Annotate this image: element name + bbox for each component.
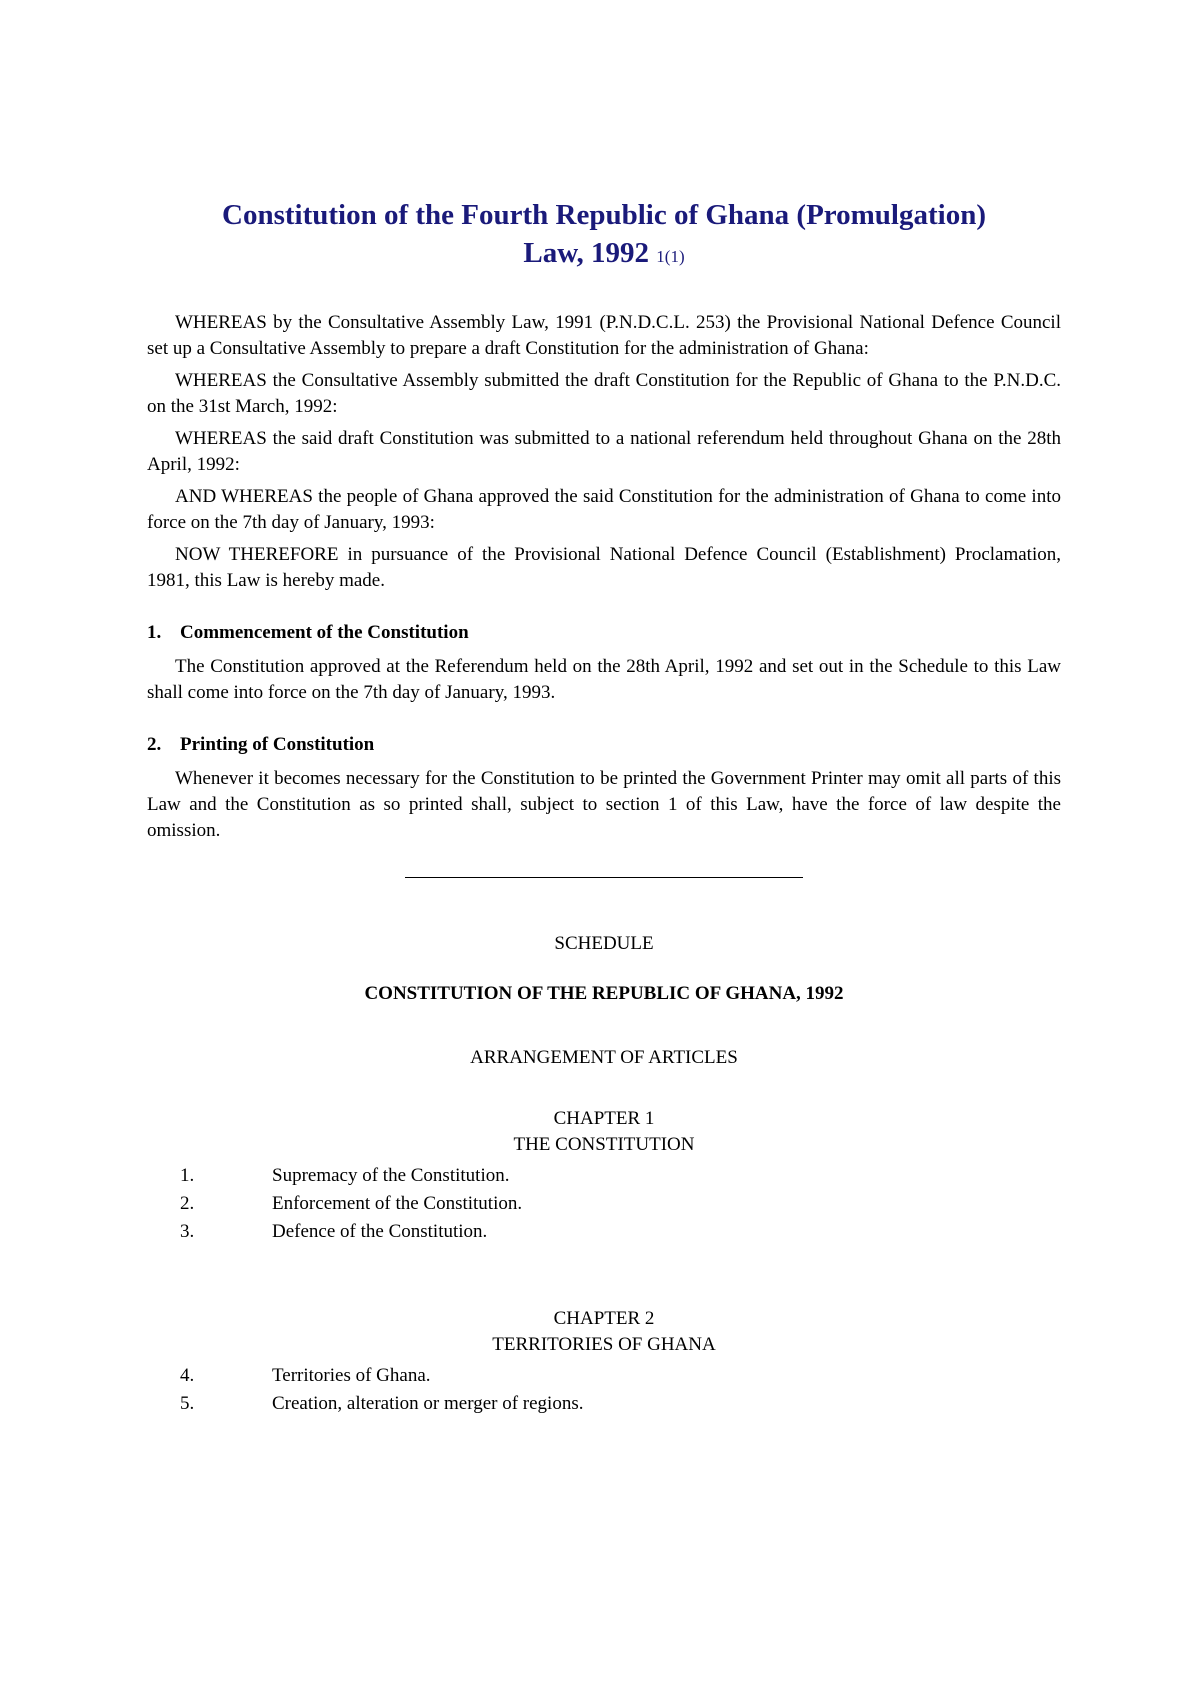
schedule-label: SCHEDULE (554, 933, 654, 954)
title-line-2: Law, 1992 (523, 237, 650, 269)
document-title (147, 196, 1061, 276)
title-line-1: Constitution of the Fourth Republic of Ghana (Promulgation) (222, 199, 986, 231)
horizontal-rule (405, 877, 803, 878)
preamble-paragraph: AND WHEREAS the people of Ghana approved the said Constitution for the administration of Ghana to come into force on the 7th day of January, 1993: (147, 486, 1061, 533)
article-item[interactable] (147, 1190, 1061, 1218)
preamble-paragraph: WHEREAS the Consultative Assembly submitted the draft Constitution for the Republic of Ghana to the P.N.D.C. on the 31st March, 1992: (147, 370, 1061, 417)
constitution-title: CONSTITUTION OF THE REPUBLIC OF GHANA, 1992 (364, 983, 844, 1004)
article-item[interactable] (147, 1362, 1061, 1390)
section-title: Commencement of the Constitution (180, 622, 469, 643)
title-footnote-ref[interactable]: 1(1) (656, 247, 685, 266)
section-title: Printing of Constitution (180, 734, 375, 755)
article-title: Creation, alteration or merger of regions. (272, 1393, 584, 1414)
article-list (147, 1362, 1061, 1418)
article-item[interactable] (147, 1218, 1061, 1246)
article-title: Defence of the Constitution. (272, 1221, 488, 1242)
article-number: 1. (180, 1165, 195, 1186)
chapter-name: THE CONSTITUTION (513, 1134, 695, 1155)
document-content (147, 196, 1061, 1418)
chapter-name: TERRITORIES OF GHANA (492, 1334, 716, 1355)
article-number: 2. (180, 1193, 195, 1214)
section-heading (147, 620, 1061, 646)
article-item[interactable] (147, 1390, 1061, 1418)
article-item[interactable] (147, 1162, 1061, 1190)
article-title: Supremacy of the Constitution. (272, 1165, 510, 1186)
preamble-paragraph: WHEREAS the said draft Constitution was submitted to a national referendum held throughout Ghana on the 28th April, 1992: (147, 428, 1061, 475)
article-number: 5. (180, 1393, 195, 1414)
article-title: Enforcement of the Constitution. (272, 1193, 523, 1214)
article-number: 4. (180, 1365, 195, 1386)
arrangement-label: ARRANGEMENT OF ARTICLES (470, 1047, 738, 1068)
section-heading (147, 732, 1061, 758)
section-text: The Constitution approved at the Referendum held on the 28th April, 1992 and set out in the Schedule to this Law shall come into force on the 7th day of January, 1993. (147, 656, 1061, 703)
section-text: Whenever it becomes necessary for the Constitution to be printed the Government Printer may omit all parts of this Law and the Constitution as so printed shall, subject to section 1 of this Law, have the force of law despite the omission. (147, 768, 1061, 841)
article-list (147, 1162, 1061, 1246)
preamble-paragraph: NOW THEREFORE in pursuance of the Provisional National Defence Council (Establishment) Proclamation, 1981, this Law is hereby made. (147, 544, 1061, 591)
section-number: 2. (147, 734, 162, 755)
chapter-label: CHAPTER 1 (553, 1108, 655, 1129)
article-title: Territories of Ghana. (272, 1365, 431, 1386)
article-number: 3. (180, 1221, 195, 1242)
section-number: 1. (147, 622, 162, 643)
chapter-label: CHAPTER 2 (553, 1308, 655, 1329)
preamble-paragraph: WHEREAS by the Consultative Assembly Law, 1991 (P.N.D.C.L. 253) the Provisional National Defence Council set up a Consultative Assembly to prepare a draft Constitution for the administration of Ghana: (147, 312, 1061, 359)
